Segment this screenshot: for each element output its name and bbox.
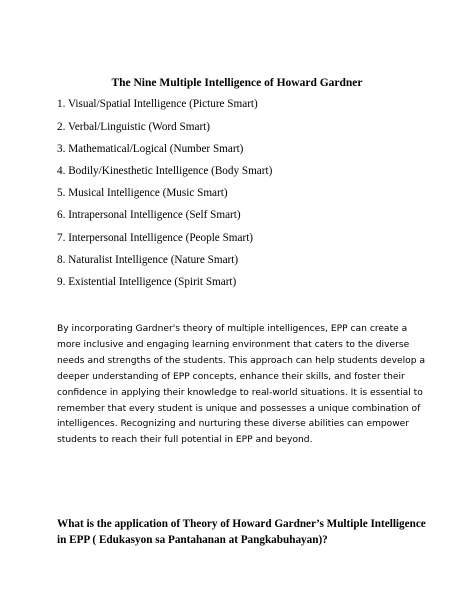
question-heading: What is the application of Theory of Howard Gardner’s Multiple Intelligence in EPP ( Edukasyon sa Pantahanan at Pangkabuhayan)? [57, 518, 426, 546]
list-item-2: 2. Verbal/Linguistic (Word Smart) [57, 121, 211, 133]
page-title: The Nine Multiple Intelligence of Howard Gardner [111, 77, 363, 89]
list-item-8: 8. Naturalist Intelligence (Nature Smart) [57, 254, 239, 266]
body-paragraph: By incorporating Gardner's theory of multiple intelligences, EPP can create a more inclusive and engaging learning environment that caters to the diverse needs and strengths of the students. This approach can help students develop a deeper understanding of EPP concepts, enhance their skills, and foster their confidence in applying their knowledge to real-world situations. It is essential to remember that every student is unique and possesses a unique combination of intelligences. Recognizing and nurturing these diverse abilities can empower students to reach their full potential in EPP and beyond. [57, 324, 426, 446]
list-item-9: 9. Existential Intelligence (Spirit Smart) [57, 276, 237, 288]
list-item-1: 1. Visual/Spatial Intelligence (Picture Smart) [57, 98, 258, 110]
list-item-7: 7. Interpersonal Intelligence (People Smart) [57, 232, 254, 244]
list-item-3: 3. Mathematical/Logical (Number Smart) [57, 143, 244, 155]
list-item-6: 6. Intrapersonal Intelligence (Self Smart) [57, 209, 241, 221]
list-item-5: 5. Musical Intelligence (Music Smart) [57, 187, 228, 199]
list-item-4: 4. Bodily/Kinesthetic Intelligence (Body Smart) [57, 165, 273, 177]
